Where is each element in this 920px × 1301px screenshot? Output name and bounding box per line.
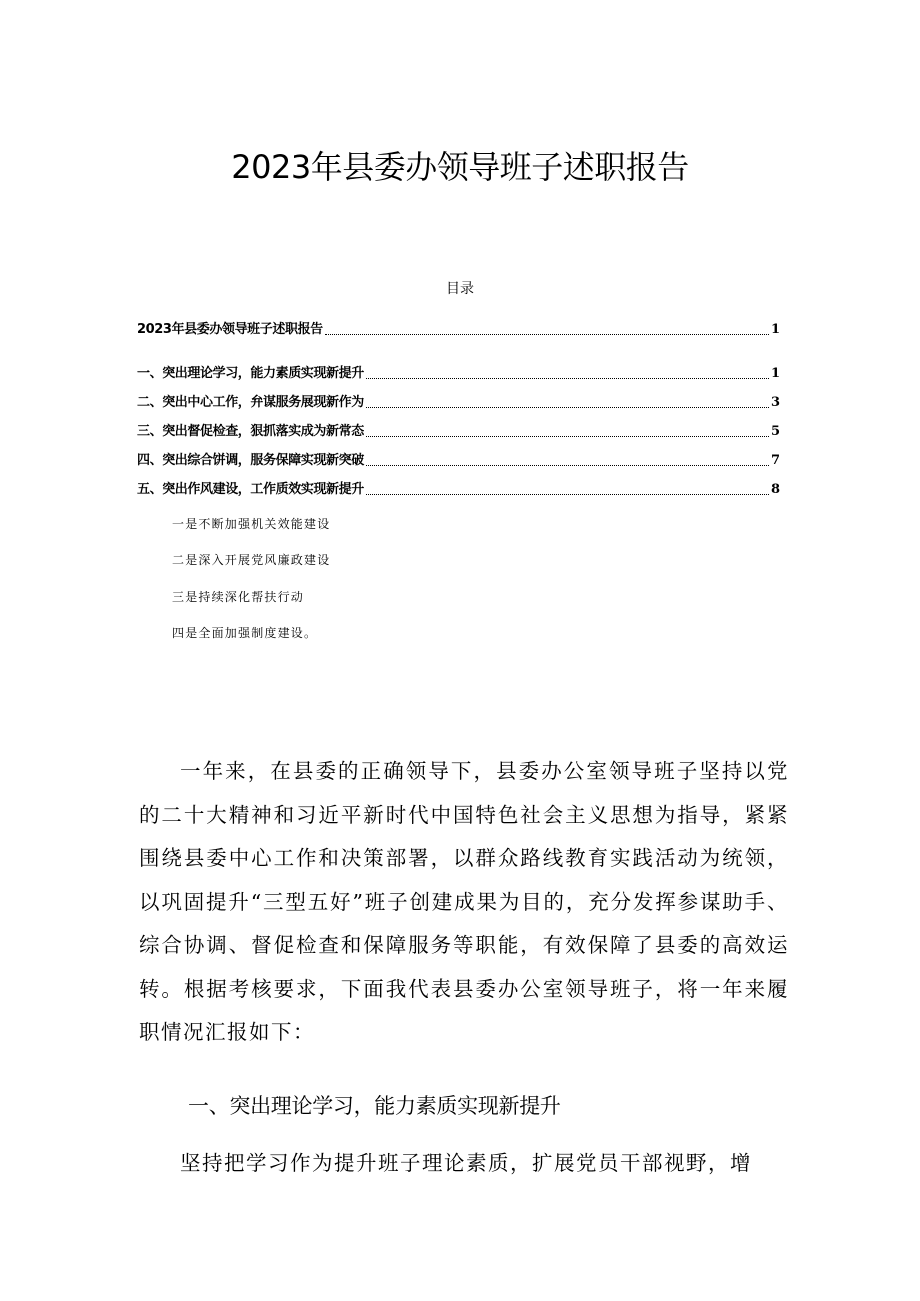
- section-paragraph: 坚持把学习作为提升班子理论素质，扩展党员干部视野，增: [180, 1151, 752, 1175]
- toc-entry-page: 1: [770, 322, 780, 337]
- toc-entry[interactable]: [137, 393, 780, 413]
- toc-subitem: 二是深入开展党风廉政建设: [172, 553, 331, 567]
- toc-entry-text: 四、突出综合饼调，服务保障实现新突破: [137, 453, 364, 468]
- toc-entry-page: 3: [770, 395, 780, 410]
- toc-entry-text: 五、突出作风建设，工作质效实现新提升: [137, 482, 364, 497]
- toc-leader-dots: [366, 378, 769, 379]
- toc-subitem: 三是持续深化帮扶行动: [172, 590, 305, 604]
- toc-entry-text: 二、突出中心工作，弁谋服务展现新作为: [137, 395, 364, 410]
- toc-leader-dots: [366, 465, 769, 466]
- toc-leader-dots: [325, 334, 769, 335]
- toc-entry[interactable]: [137, 422, 780, 442]
- toc-entry-text: 2023年县委办领导班子述职报告: [137, 322, 323, 337]
- toc-entry-text: 三、突出督促检查，狠抓落实成为新常态: [137, 424, 364, 439]
- toc-entry[interactable]: [137, 364, 780, 384]
- toc-entry-page: 5: [770, 424, 780, 439]
- toc-entry[interactable]: [137, 451, 780, 471]
- toc-leader-dots: [366, 436, 769, 437]
- document-title: 2023年县委办领导班子述职报告: [231, 148, 689, 186]
- toc-leader-dots: [366, 494, 769, 495]
- section-heading: 一、突出理论学习，能力素质实现新提升: [188, 1094, 561, 1118]
- toc-entry-page: 8: [770, 482, 780, 497]
- toc-entry-page: 7: [770, 453, 780, 468]
- toc-subitem: 一是不断加强机关效能建设: [172, 517, 331, 531]
- intro-paragraph: 一年来，在县委的正确领导下，县委办公室领导班子坚持以党的二十大精神和习近平新时代中国特色社会主义思想为指导，紧紧围绕县委中心工作和决策部署，以群众路线教育实践活动为统领，以巩固提升“三型五好”班子创建成果为目的，充分发挥参谋助手、综合协调、督促检查和保障服务等职能，有效保障了县委的高效运转。根据考核要求，下面我代表县委办公室领导班子，将一年来履职情况汇报如下：: [139, 759, 789, 1044]
- toc-leader-dots: [366, 407, 769, 408]
- toc-entry-page: 1: [770, 366, 780, 381]
- toc-entry[interactable]: [137, 320, 780, 340]
- toc-subitem: 四是全面加强制度建设。: [172, 626, 318, 640]
- toc-entry[interactable]: [137, 480, 780, 500]
- toc-heading: 目录: [446, 281, 474, 297]
- toc-entry-text: 一、突出理论学习，能力素质实现新提升: [137, 366, 364, 381]
